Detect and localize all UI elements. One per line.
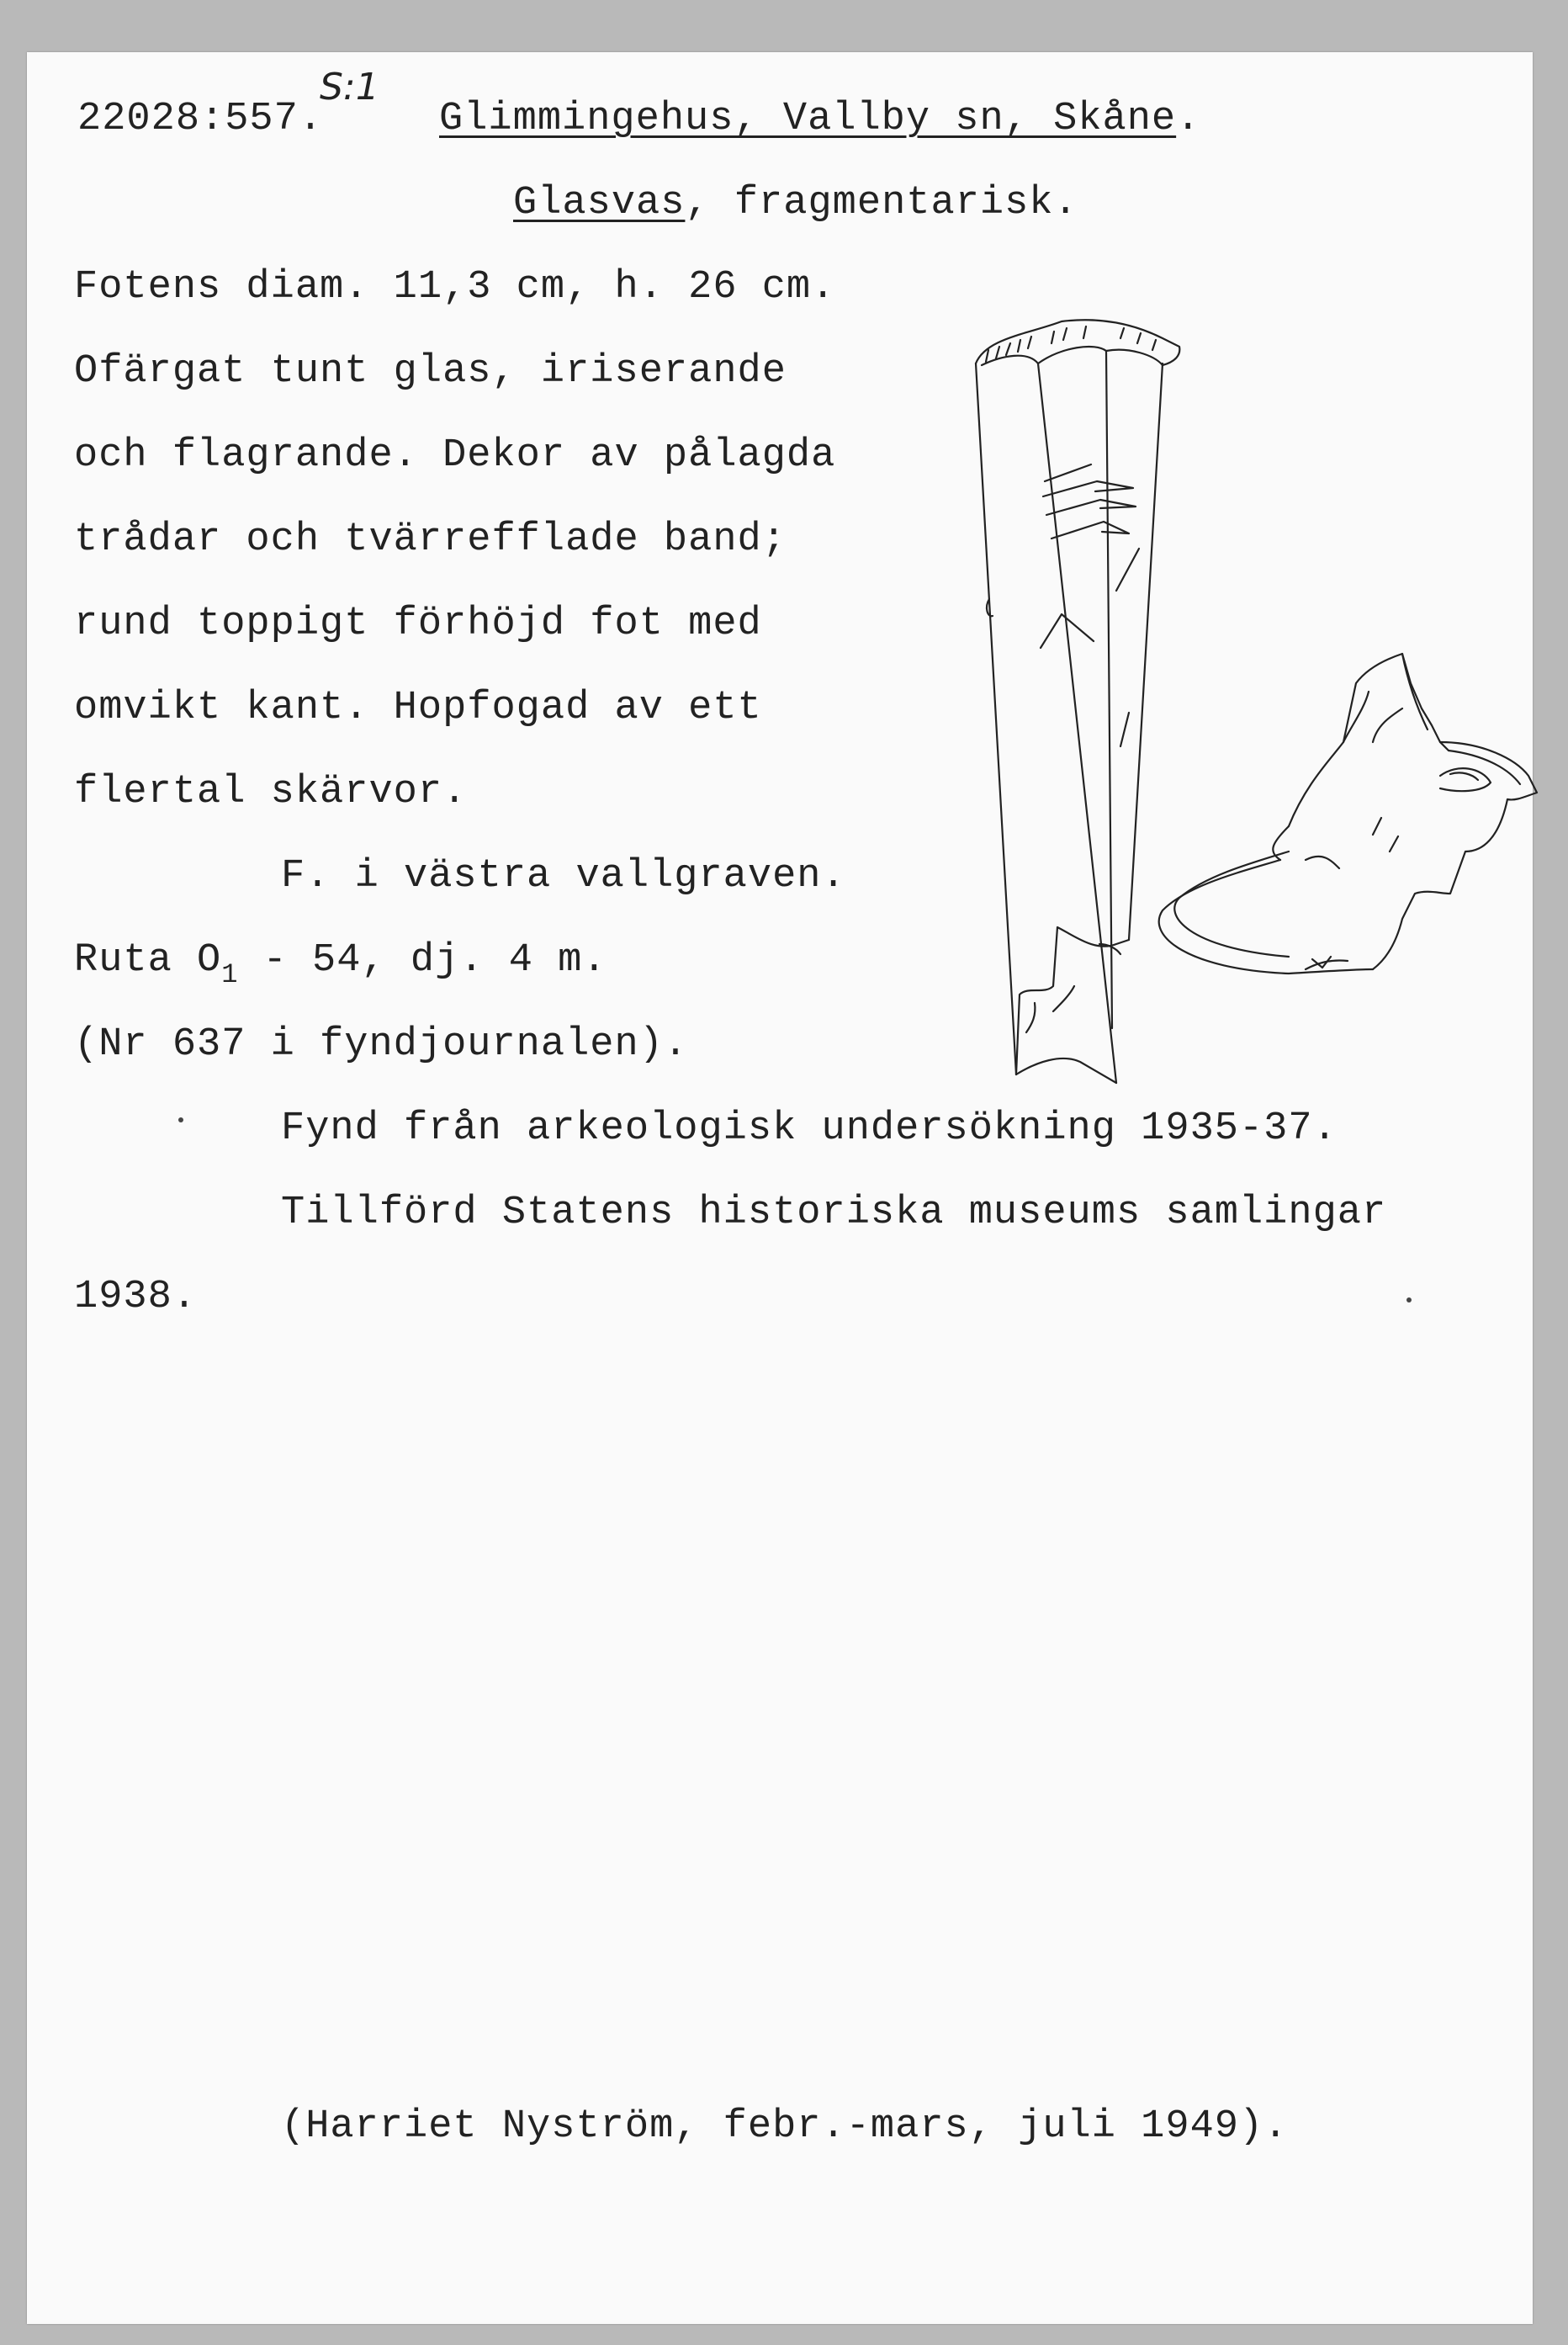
handwritten-mark: S:1	[320, 66, 379, 109]
location-text: Glimmingehus, Vallby sn, Skåne	[439, 97, 1177, 141]
signature-line: (Harriet Nyström, febr.-mars, juli 1949).	[281, 2104, 1289, 2149]
description-line: Ofärgat tunt glas, iriserande	[74, 349, 787, 394]
catalog-card	[27, 52, 1533, 2324]
description-line: och flagrande. Dekor av pålagda	[74, 433, 836, 478]
find-journal: (Nr 637 i fyndjournalen).	[74, 1022, 689, 1067]
ink-dot	[1406, 1297, 1412, 1302]
description-line: omvikt kant. Hopfogad av ett	[74, 686, 762, 730]
grid-prefix: Ruta O	[74, 938, 222, 983]
grid-suffix: - 54, dj. 4 m.	[238, 938, 607, 983]
excavation-note: Fynd från arkeologisk undersökning 1935-37.	[281, 1106, 1338, 1151]
glass-vase-fragments-sketch-icon	[935, 271, 1541, 1104]
ink-dot	[178, 1117, 183, 1122]
object-name-suffix: , fragmentarisk.	[685, 181, 1078, 225]
find-grid	[74, 938, 607, 990]
description-line: flertal skärvor.	[74, 770, 468, 814]
header-location	[439, 99, 1200, 139]
location-end: .	[1176, 97, 1201, 141]
description-line: trådar och tvärrefflade band;	[74, 517, 787, 562]
description-line: Fotens diam. 11,3 cm, h. 26 cm.	[74, 265, 836, 310]
find-place: F. i västra vallgraven.	[281, 854, 846, 899]
description-line: rund toppigt förhöjd fot med	[74, 602, 762, 646]
acquisition-note: Tillförd Statens historiska museums samlingar	[281, 1191, 1387, 1235]
object-title	[513, 183, 1078, 223]
object-name: Glasvas	[513, 181, 686, 225]
acquisition-year: 1938.	[74, 1275, 198, 1319]
catalog-number: 22028:557.	[77, 97, 324, 141]
grid-subscript: 1	[221, 959, 239, 990]
